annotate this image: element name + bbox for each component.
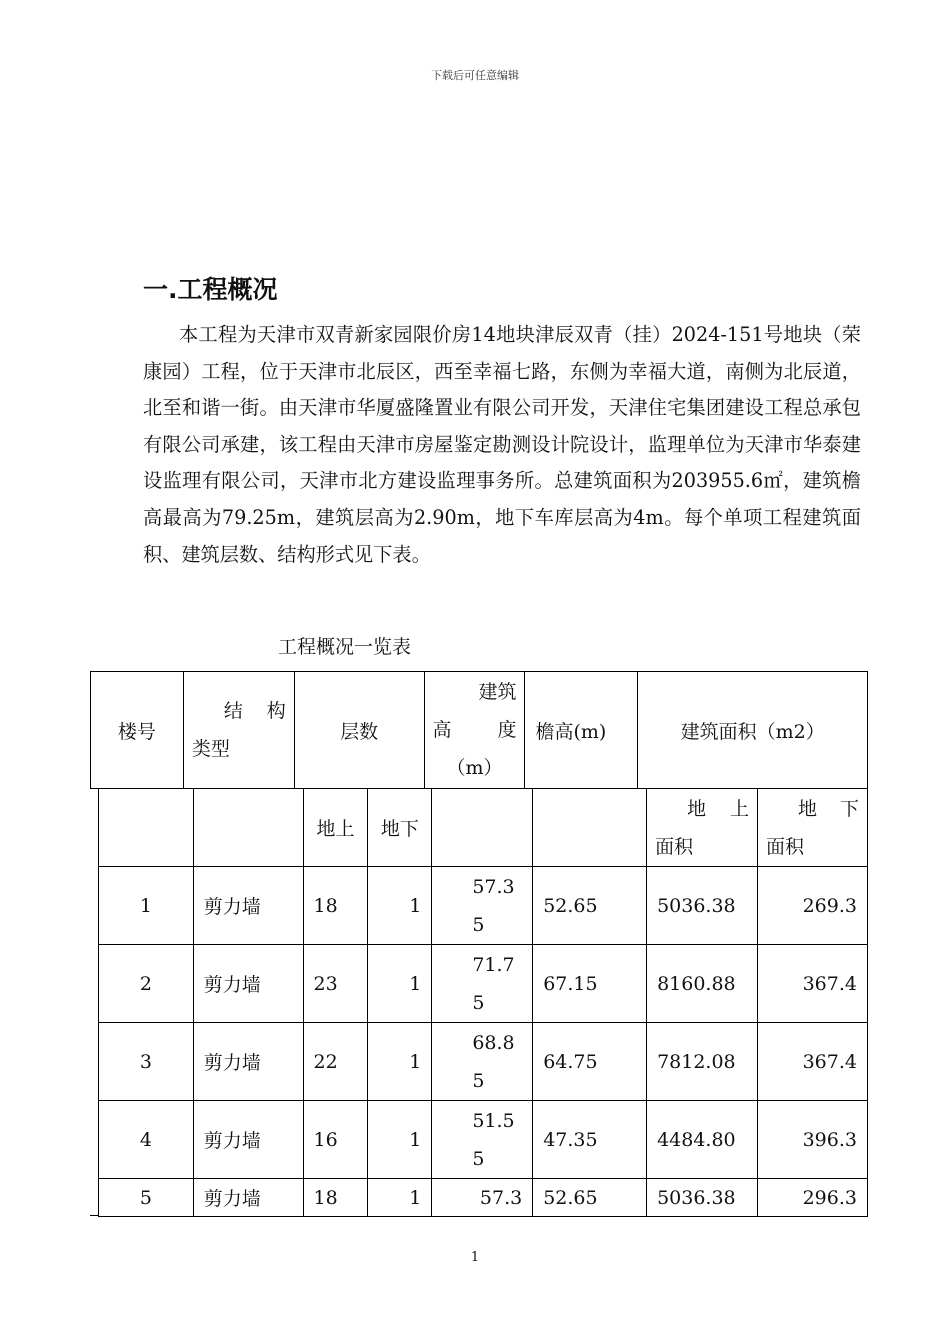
header-building-no: 楼号 <box>91 672 184 789</box>
table-caption: 工程概况一览表 <box>278 636 412 658</box>
cell-eave-height: 52.65 <box>533 1179 647 1217</box>
cell-building-height: 68.85 <box>472 1031 515 1092</box>
subheader-below: 地下 <box>368 789 432 867</box>
subheader-above-area-b: 面积 <box>655 835 694 858</box>
cell-area-above: 4484.80 <box>647 1101 758 1179</box>
cell-building-height: 57.35 <box>472 875 515 936</box>
header-height-a: 建筑 <box>478 681 517 703</box>
table-row <box>99 945 868 1023</box>
header-note: 下载后可任意编辑 <box>431 69 519 82</box>
cell-building-height: 71.75 <box>472 953 515 1014</box>
cell-building-no: 1 <box>99 867 194 945</box>
cell-eave-height: 64.75 <box>533 1023 647 1101</box>
cell-structure-type: 剪力墙 <box>193 1101 303 1179</box>
header-structure-a: 结 构 <box>223 700 286 722</box>
subheader-above: 地上 <box>303 789 368 867</box>
header-eave-height: 檐高(m) <box>525 672 638 789</box>
cell-floors-below: 1 <box>368 1179 432 1217</box>
header-building-height <box>424 672 525 789</box>
table-row <box>99 1101 868 1179</box>
cell-eave-height: 52.65 <box>533 867 647 945</box>
cell-building-height: 51.55 <box>472 1109 515 1170</box>
header-height-b: 高 度 <box>432 719 517 741</box>
cell-building-no: 2 <box>99 945 194 1023</box>
header-structure-type <box>183 672 294 789</box>
cell-structure-type: 剪力墙 <box>193 1023 303 1101</box>
cell-floors-above: 16 <box>303 1101 368 1179</box>
cell-floors-above: 23 <box>303 945 368 1023</box>
cell-floors-above: 18 <box>303 1179 368 1217</box>
cell-structure-type: 剪力墙 <box>193 867 303 945</box>
table-header-main <box>90 671 868 789</box>
table-row <box>99 1023 868 1101</box>
cell-floors-below: 1 <box>368 1023 432 1101</box>
cell-area-above: 8160.88 <box>647 945 758 1023</box>
cell-floors-below: 1 <box>368 867 432 945</box>
cell-area-below: 367.4 <box>758 1023 868 1101</box>
subheader-below-area <box>758 789 868 867</box>
cell-area-above: 5036.38 <box>647 867 758 945</box>
cell-floors-below: 1 <box>368 1101 432 1179</box>
table-body <box>98 788 868 1217</box>
cell-floors-above: 22 <box>303 1023 368 1101</box>
cell-eave-height: 67.15 <box>533 945 647 1023</box>
page-number: 1 <box>470 1250 480 1265</box>
cell-area-below: 396.3 <box>758 1101 868 1179</box>
cell-area-below: 269.3 <box>758 867 868 945</box>
header-height-c: （m） <box>446 757 503 779</box>
header-structure-b: 类型 <box>191 738 230 760</box>
section-title: 一.工程概况 <box>143 275 278 304</box>
overview-paragraph: 本工程为天津市双青新家园限价房14地块津辰双青（挂）2024-151号地块（荣康园）工程，位于天津市北辰区，西至幸福七路，东侧为幸福大道，南侧为北辰道，北至和谐一街。由天津市华厦盛隆置业有限公司开发，天津住宅集团建设工程总承包有限公司承建，该工程由天津市房屋鉴定勘测设计院设计，监理单位为天津市华泰建设监理有限公司，天津市北方建设监理事务所。总建筑面积为203955.6㎡，建筑檐高最高为79.25m，建筑层高为2.90m，地下车库层高为4m。每个单项工程建筑面积、建筑层数、结构形式见下表。 <box>143 323 861 566</box>
cell-area-below: 367.4 <box>758 945 868 1023</box>
header-floors: 层数 <box>294 672 424 789</box>
cell-building-no: 3 <box>99 1023 194 1101</box>
subheader-below-area-b: 面积 <box>766 835 805 858</box>
table-subheader-row <box>99 789 868 867</box>
cell-building-no: 4 <box>99 1101 194 1179</box>
cell-eave-height: 47.35 <box>533 1101 647 1179</box>
cell-structure-type: 剪力墙 <box>193 1179 303 1217</box>
cell-area-below: 296.3 <box>758 1179 868 1217</box>
cell-building-no: 5 <box>99 1179 194 1217</box>
cell-building-height: 57.3 <box>432 1179 533 1217</box>
table-edge-stub <box>90 1215 98 1216</box>
subheader-below-area-a: 地 下 <box>798 797 859 820</box>
subheader-above-area-a: 地 上 <box>687 797 749 820</box>
table-row <box>99 867 868 945</box>
cell-area-above: 7812.08 <box>647 1023 758 1101</box>
header-building-area: 建筑面积（m2） <box>638 672 868 789</box>
cell-structure-type: 剪力墙 <box>193 945 303 1023</box>
cell-floors-below: 1 <box>368 945 432 1023</box>
cell-area-above: 5036.38 <box>647 1179 758 1217</box>
cell-floors-above: 18 <box>303 867 368 945</box>
table-row <box>99 1179 868 1217</box>
subheader-above-area <box>647 789 758 867</box>
